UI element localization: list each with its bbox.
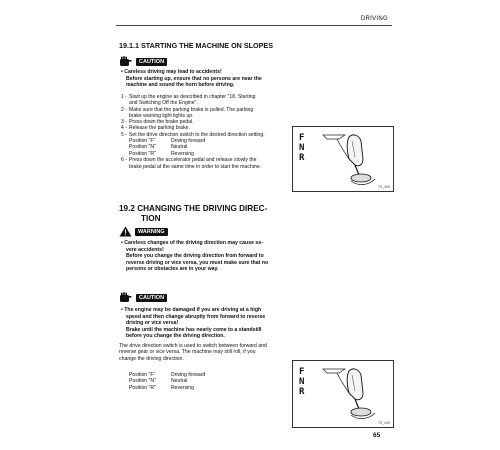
warning-line: persons or obstacles are in your way.: [126, 266, 219, 273]
position-value: Neutral: [171, 378, 188, 385]
fnr-letters: [299, 367, 304, 397]
section-title-starting-on-slopes: 19.1.1 STARTING THE MACHINE ON SLOPES: [119, 41, 274, 50]
caution-line: • The engine may be damaged if you are driving at a high: [121, 307, 262, 313]
caution-hand-icon: [119, 56, 133, 67]
header-rule: [116, 25, 392, 26]
step-number: 2 -: [121, 106, 127, 113]
step-line: Start up the engine as described in chapter "18. Starting: [129, 94, 256, 100]
drive-lever-illustration: [319, 363, 383, 423]
caution-text-2: [121, 307, 391, 340]
step-item: [121, 94, 291, 107]
caution-line: speed and then change abruptly from forward to reverse: [126, 313, 266, 320]
caution-line: machine and sound the horn before driving.: [126, 82, 235, 89]
section-title-line: TION: [141, 214, 161, 223]
caution-line: before you change the driving direction.: [126, 333, 225, 340]
step-number: 5 -: [121, 131, 127, 138]
caution-line: driving or vice versa!: [126, 320, 179, 327]
caution-notice-2: [119, 292, 167, 303]
position-key: Position "F": [129, 372, 156, 378]
position-key: Position "R": [129, 150, 156, 157]
warning-badge: WARNING: [135, 228, 168, 236]
warning-triangle-icon: [119, 226, 132, 237]
letter-r: R: [299, 387, 305, 397]
paragraph-line: The drive direction switch is used to switch between forward and: [119, 343, 267, 349]
figure-id: 7S_409: [377, 421, 390, 425]
running-header: DRIVING: [360, 16, 388, 22]
drive-lever-illustration: [319, 129, 383, 189]
position-table-2: [129, 372, 205, 391]
caution-line: • Careless driving may lead to accidents!: [121, 69, 222, 75]
position-row: [129, 385, 205, 391]
position-value: Driving forward: [171, 372, 206, 378]
step-line: Set the drive direction switch to the desired direction setting.: [129, 131, 265, 138]
warning-line: reverse driving or vice versa, you must make sure that no: [126, 259, 269, 266]
position-table-1: [121, 138, 291, 157]
caution-notice-1: [119, 56, 167, 67]
drive-switch-figure-2: [292, 360, 394, 428]
step-line: Make sure that the parking brake is pulled. The parking: [129, 106, 254, 113]
position-value: Driving forward: [171, 138, 206, 145]
step-number: 4 -: [121, 125, 127, 132]
letter-f: F: [299, 133, 305, 143]
drive-switch-figure-1: [292, 126, 394, 192]
position-key: Position "N": [129, 144, 156, 151]
position-key: Position "F": [129, 138, 156, 145]
step-line: brake warning light lights up.: [129, 112, 194, 119]
paragraph-line: change the driving direction.: [119, 355, 184, 362]
letter-n: N: [299, 377, 305, 387]
section-title-line: 19.2 CHANGING THE DRIVING DIREC-: [119, 204, 268, 213]
position-key: Position "R": [129, 384, 156, 391]
caution-text-1: [121, 69, 391, 89]
section-title-changing-direction: [119, 204, 267, 224]
step-line: Press down the accelerator pedal and release slowly the: [129, 157, 257, 164]
fnr-letters: [299, 133, 304, 163]
caution-badge: CAUTION: [136, 58, 167, 66]
step-line: Release the parking brake.: [129, 125, 190, 132]
caution-line: Before starting up, ensure that no persons are near the: [126, 75, 262, 82]
step-number: 1 -: [121, 94, 127, 100]
position-value: Reversing: [171, 150, 194, 157]
caution-badge: CAUTION: [136, 294, 167, 302]
step-line: and Switching Off the Engine".: [129, 100, 198, 107]
page-number: 65: [373, 432, 381, 439]
position-value: Neutral: [171, 144, 188, 151]
caution-line: Brake until the machine has nearly come to a standstill: [126, 326, 262, 333]
position-value: Reversing: [171, 384, 194, 391]
step-number: 3 -: [121, 119, 127, 126]
step-line: Press down the brake pedal.: [129, 119, 194, 126]
step-item: [121, 107, 291, 120]
step-item: [121, 157, 291, 170]
letter-f: F: [299, 367, 305, 377]
caution-hand-icon: [119, 292, 133, 303]
warning-line: Before you change the driving direction from forward to: [126, 253, 264, 260]
warning-notice: [119, 226, 168, 237]
step-number: 6 -: [121, 157, 127, 164]
warning-line: • Careless changes of the driving direction may cause se-: [121, 240, 263, 246]
step-line: brake pedal at the same time in order to start the machine.: [129, 163, 261, 170]
position-key: Position "N": [129, 378, 156, 385]
letter-n: N: [299, 143, 305, 153]
letter-r: R: [299, 153, 305, 163]
steps-list: [121, 94, 291, 170]
figure-id: 7S_409: [377, 185, 390, 189]
warning-line: vere accidents!: [126, 246, 164, 253]
paragraph-line: reverse gear or vice versa. The machine may still roll, if you: [119, 349, 256, 356]
warning-text: [121, 240, 391, 273]
